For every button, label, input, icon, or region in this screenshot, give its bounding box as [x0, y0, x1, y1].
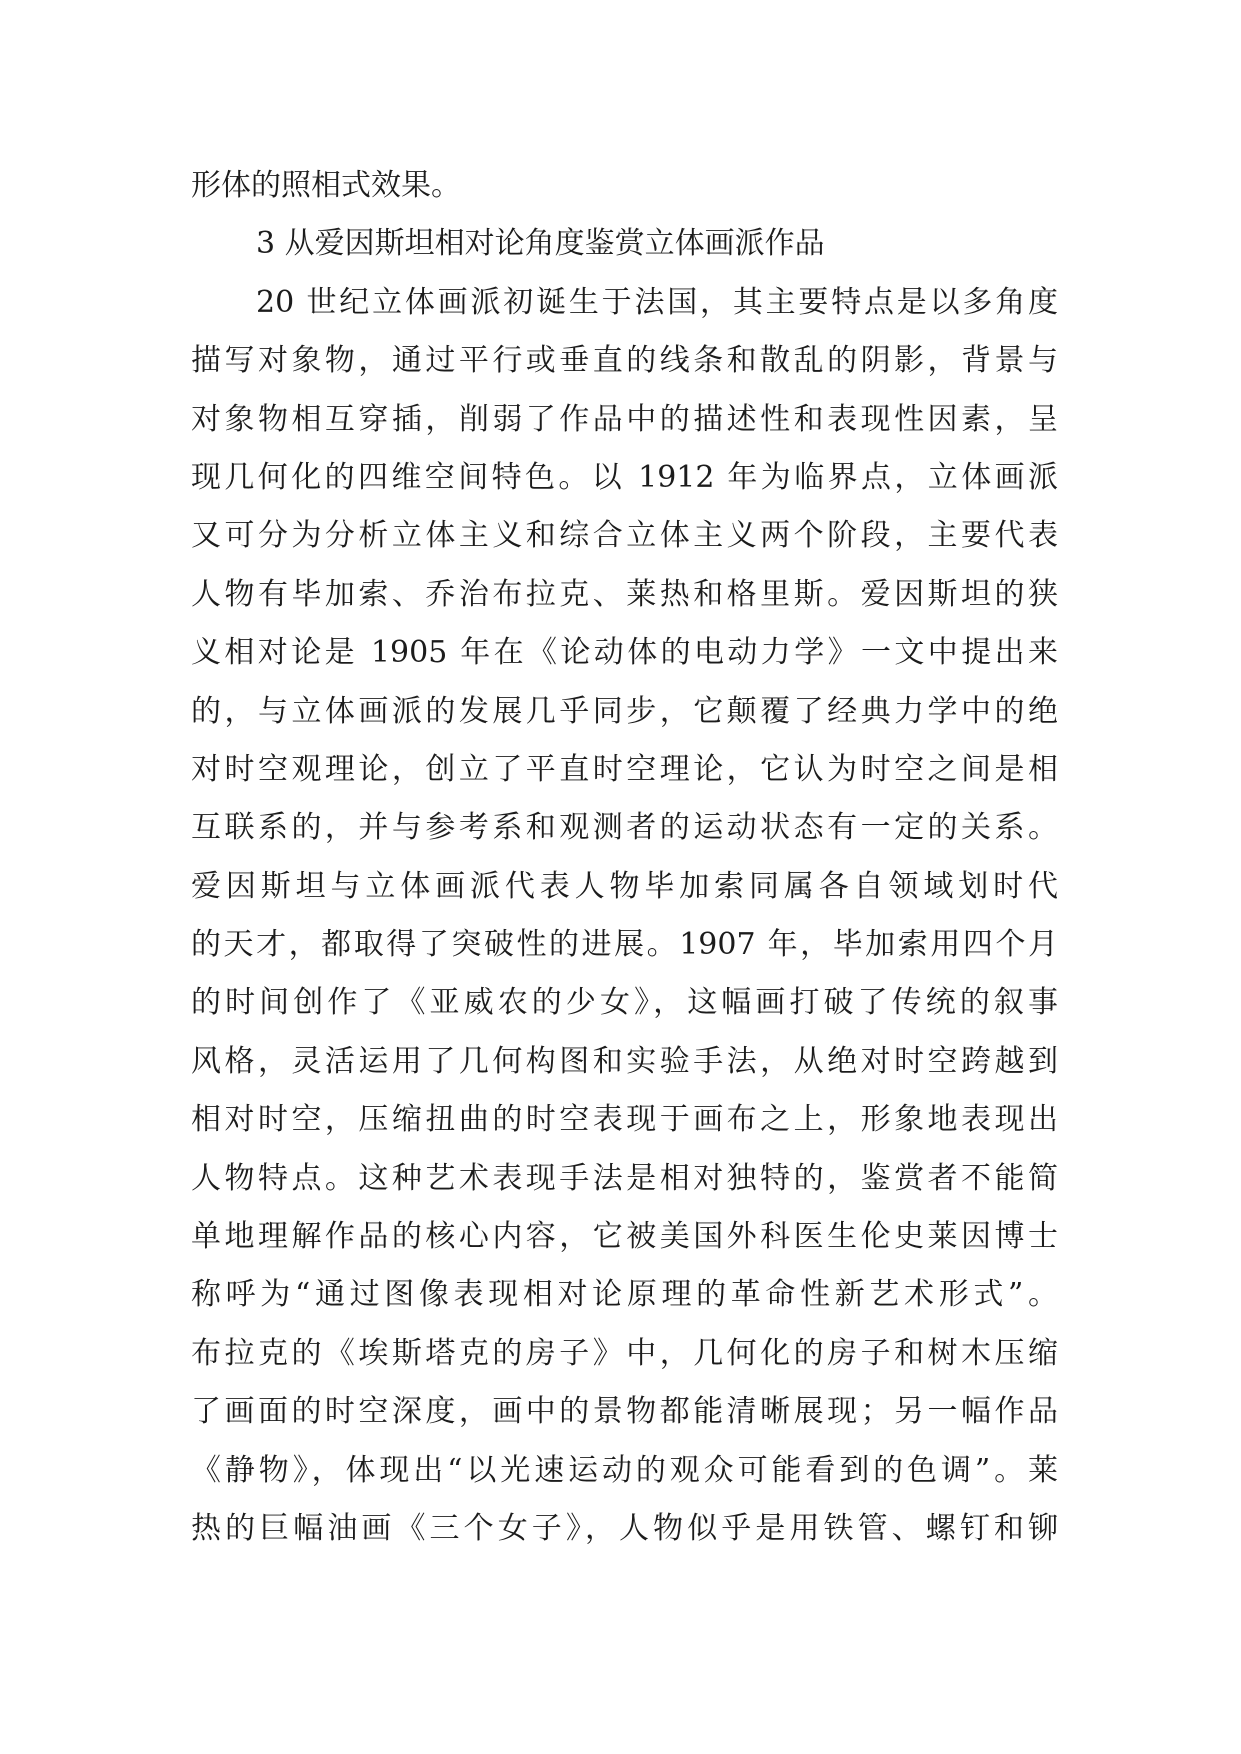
section-heading: 3 从爱因斯坦相对论角度鉴赏立体画派作品: [256, 226, 825, 262]
paragraph-line: 又可分为分析立体主义和综合立体主义两个阶段，主要代表: [191, 518, 1058, 554]
paragraph-line: 风格，灵活运用了几何构图和实验手法，从绝对时空跨越到: [191, 1043, 1058, 1079]
paragraph-line: 对时空观理论，创立了平直时空理论，它认为时空之间是相: [191, 751, 1058, 787]
paragraph-line: 对象物相互穿插，削弱了作品中的描述性和表现性因素，呈: [191, 401, 1058, 437]
paragraph-line: 了画面的时空深度，画中的景物都能清晰展现；另一幅作品: [191, 1394, 1058, 1430]
paragraph-line: 的天才，都取得了突破性的进展。1907 年，毕加索用四个月: [191, 927, 1058, 963]
paragraph-line: 描写对象物，通过平行或垂直的线条和散乱的阴影，背景与: [191, 343, 1058, 379]
paragraph-line: 的时间创作了《亚威农的少女》，这幅画打破了传统的叙事: [191, 985, 1058, 1021]
paragraph-line: 互联系的，并与参考系和观测者的运动状态有一定的关系。: [191, 810, 1058, 846]
paragraph-line: 人物特点。这种艺术表现手法是相对独特的，鉴赏者不能简: [191, 1160, 1058, 1196]
paragraph-line: 的，与立体画派的发展几乎同步，它颠覆了经典力学中的绝: [191, 693, 1058, 729]
paragraph-line: 热的巨幅油画《三个女子》，人物似乎是用铁管、螺钉和铆: [191, 1510, 1058, 1546]
paragraph-line: 爱因斯坦与立体画派代表人物毕加索同属各自领域划时代: [191, 868, 1058, 904]
paragraph-line: 义相对论是 1905 年在《论动体的电动力学》一文中提出来: [191, 635, 1058, 671]
paragraph-line: 相对时空，压缩扭曲的时空表现于画布之上，形象地表现出: [191, 1102, 1058, 1138]
paragraph-line: 现几何化的四维空间特色。以 1912 年为临界点，立体画派: [191, 459, 1058, 495]
document-body: [191, 157, 1058, 1558]
paragraph-line: 人物有毕加索、乔治布拉克、莱热和格里斯。爱因斯坦的狭: [191, 576, 1058, 612]
paragraph-line: 20 世纪立体画派初诞生于法国，其主要特点是以多角度: [256, 284, 1058, 320]
paragraph-line: 单地理解作品的核心内容，它被美国外科医生伦史莱因博士: [191, 1219, 1058, 1255]
paragraph-line: 《静物》，体现出“以光速运动的观众可能看到的色调”。莱: [191, 1452, 1058, 1488]
paragraph-line: 称呼为“通过图像表现相对论原理的革命性新艺术形式”。: [191, 1277, 1058, 1313]
paragraph-line: 布拉克的《埃斯塔克的房子》中，几何化的房子和树木压缩: [191, 1335, 1058, 1371]
continued-paragraph-line: 形体的照相式效果。: [191, 168, 461, 203]
